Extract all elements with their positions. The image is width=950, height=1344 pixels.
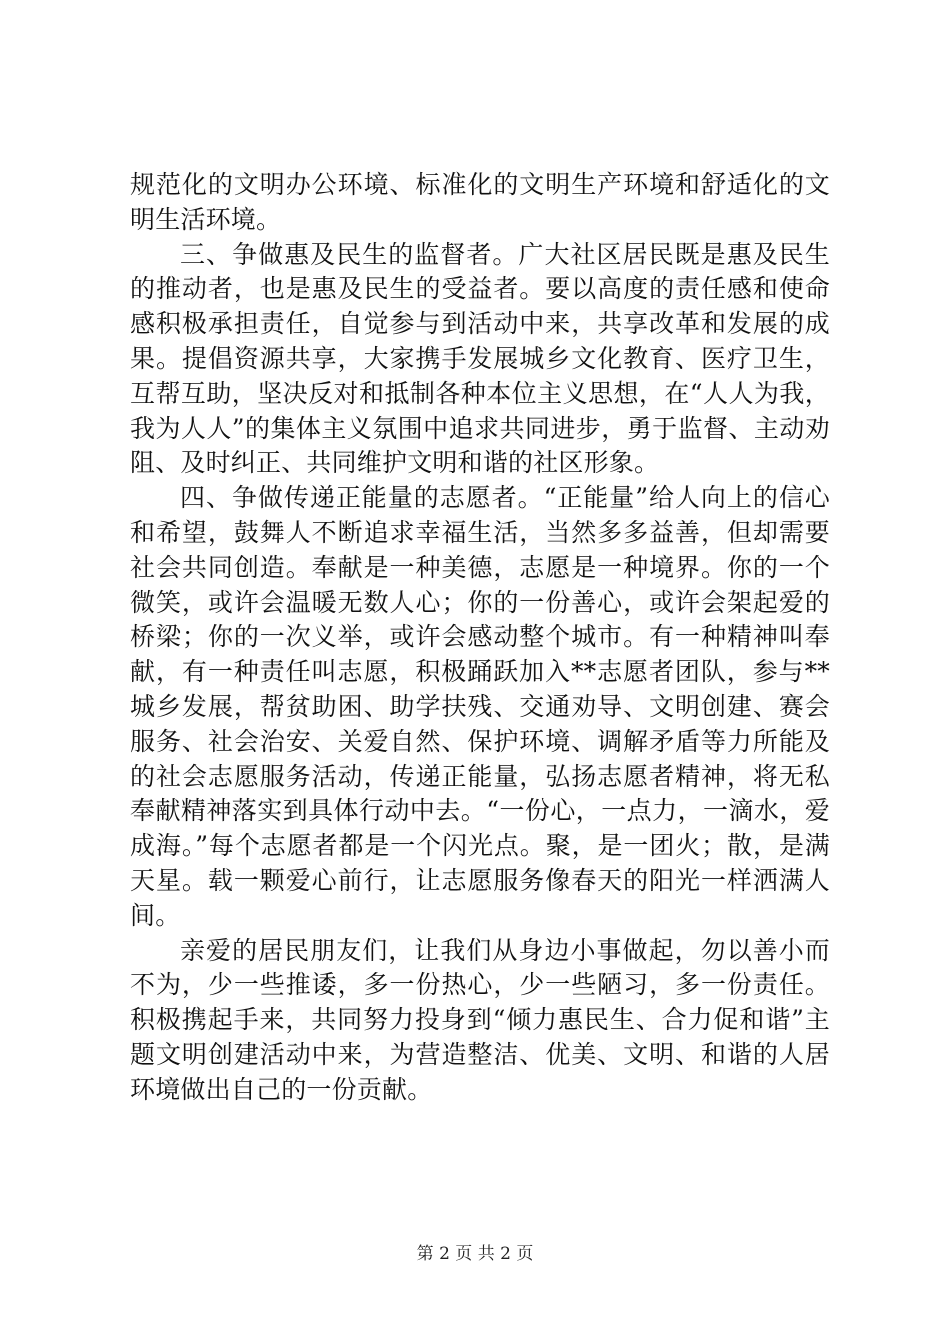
page-footer: 第 2 页 共 2 页 (416, 1244, 534, 1264)
paragraph-section-four: 四、争做传递正能量的志愿者。“正能量”给人向上的信心和希望，鼓舞人不断追求幸福生活，当然多多益善，但却需要社会共同创造。奉献是一种美德，志愿是一种境界。你的一个微笑，或许会温暖无数人心；你的一份善心，或许会架起爱的桥梁；你的一次义举，或许会感动整个城市。有一种精神叫奉献，有一种责任叫志愿，积极踊跃加入**志愿者团队，参与**城乡发展，帮贫助困、助学扶残、交通劝导、文明创建、赛会服务、社会治安、关爱自然、保护环境、调解矛盾等力所能及的社会志愿服务活动，传递正能量，弘扬志愿者精神，将无私奉献精神落实到具体行动中去。“一份心，一点力，一滴水，爱成海。”每个志愿者都是一个闪光点。聚，是一团火；散，是满天星。载一颗爱心前行，让志愿服务像春天的阳光一样洒满人间。 (130, 483, 830, 930)
document-body (130, 168, 830, 1108)
paragraph-continuation: 规范化的文明办公环境、标准化的文明生产环境和舒适化的文明生活环境。 (130, 170, 830, 234)
paragraph-closing: 亲爱的居民朋友们，让我们从身边小事做起，勿以善小而不为，少一些推诿，多一份热心，少一些陋习，多一份责任。积极携起手来，共同努力投身到“倾力惠民生、合力促和谐”主题文明创建活动中来，为营造整洁、优美、文明、和谐的人居环境做出自己的一份贡献。 (130, 935, 830, 1104)
paragraph-section-three: 三、争做惠及民生的监督者。广大社区居民既是惠及民生的推动者，也是惠及民生的受益者。要以高度的责任感和使命感积极承担责任，自觉参与到活动中来，共享改革和发展的成果。提倡资源共享，大家携手发展城乡文化教育、医疗卫生，互帮互助，坚决反对和抵制各种本位主义思想，在“人人为我，我为人人”的集体主义氛围中追求共同进步，勇于监督、主动劝阻、及时纠正、共同维护文明和谐的社区形象。 (130, 239, 830, 478)
